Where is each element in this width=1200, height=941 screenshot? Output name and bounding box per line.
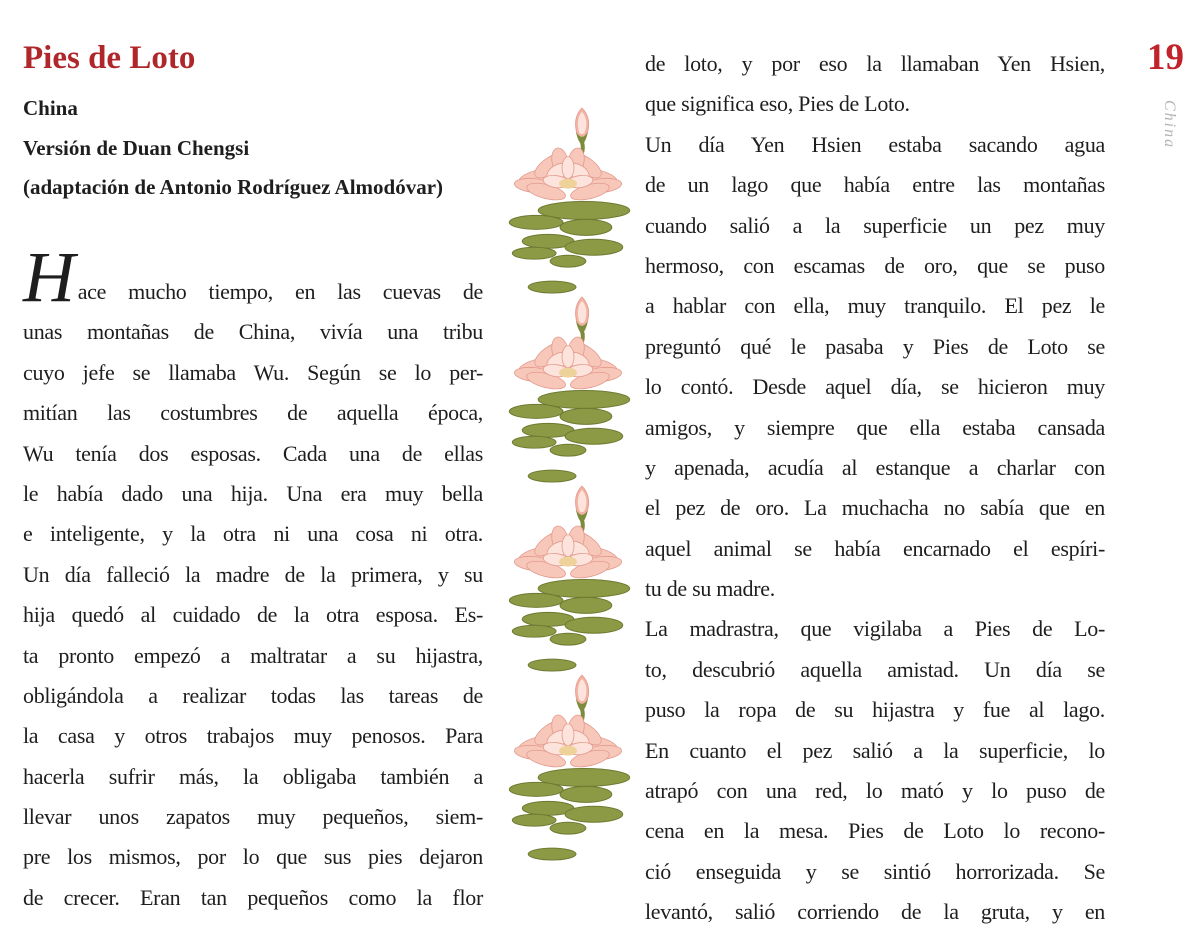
text-line: Un día Yen Hsien estaba sacando agua bbox=[645, 131, 1105, 157]
text-line: Hace mucho tiempo, en las cuevas de bbox=[23, 237, 483, 317]
story-header bbox=[23, 40, 503, 208]
text-line: unas montañas de China, vivía una tribu bbox=[23, 319, 483, 345]
text-line: atrapó con una red, lo mató y lo puso de bbox=[645, 778, 1105, 804]
text-line: de loto, y por eso la llamaban Yen Hsien, bbox=[645, 51, 1105, 76]
text-line: puso la ropa de su hijastra y fue al lago. bbox=[645, 697, 1105, 723]
text-line: amigos, y siempre que ella estaba cansada bbox=[645, 414, 1105, 440]
right-text-column bbox=[645, 44, 1105, 933]
text-line: preguntó qué le pasaba y Pies de Loto se bbox=[645, 333, 1105, 359]
text-line: levantó, salió corriendo de la gruta, y en bbox=[645, 899, 1105, 925]
text-line: aquel animal se había encarnado el espíri- bbox=[645, 535, 1105, 561]
lotus-motif bbox=[506, 106, 634, 295]
text-line: y apenada, acudía al estanque a charlar con bbox=[645, 454, 1105, 480]
text-line: le había dado una hija. Una era muy bella bbox=[23, 480, 483, 506]
text-line: En cuanto el pez salió a la superficie, lo bbox=[645, 737, 1105, 763]
text-line: hija quedó al cuidado de la otra esposa. Es- bbox=[23, 602, 483, 628]
text-line: mitían las costumbres de aquella época, bbox=[23, 400, 483, 426]
text-line: que significa eso, Pies de Loto. bbox=[645, 91, 910, 117]
lotus-illustration-strip bbox=[506, 106, 634, 862]
text-line: tu de su madre. bbox=[645, 576, 775, 602]
story-adaptation: (adaptación de Antonio Rodríguez Almodóvar) bbox=[23, 175, 444, 199]
text-line: a hablar con ella, muy tranquilo. El pez le bbox=[645, 293, 1105, 319]
text-line: ta pronto empezó a maltratar a su hijastra, bbox=[23, 642, 483, 668]
page-title: Pies de Loto bbox=[23, 40, 196, 76]
lotus-motif bbox=[506, 484, 634, 673]
text-line: hacerla sufrir más, la obligaba también a bbox=[23, 763, 483, 789]
text-line: de un lago que había entre las montañas bbox=[645, 172, 1105, 198]
lotus-motif bbox=[506, 673, 634, 862]
text-line: lo contó. Desde aquel día, se hicieron muy bbox=[645, 374, 1105, 400]
text-line: llevar unos zapatos muy pequeños, siem- bbox=[23, 804, 483, 830]
left-text-column bbox=[23, 237, 483, 918]
text-line: to, descubrió aquella amistad. Un día se bbox=[645, 656, 1105, 682]
text-line: hermoso, con escamas de oro, que se puso bbox=[645, 252, 1105, 278]
side-label-china: China bbox=[1161, 100, 1178, 150]
text-line: Un día falleció la madre de la primera, y su bbox=[23, 561, 483, 587]
text-line: obligándola a realizar todas las tareas de bbox=[23, 682, 483, 708]
text-line: La madrastra, que vigilaba a Pies de Lo- bbox=[645, 616, 1105, 642]
text-line: cuando salió a la superficie un pez muy bbox=[645, 212, 1105, 238]
story-version: Versión de Duan Chengsi bbox=[23, 135, 250, 160]
lotus-motif bbox=[506, 295, 634, 484]
text-line: Wu tenía dos esposas. Cada una de ellas bbox=[23, 440, 483, 466]
text-line: cuyo jefe se llamaba Wu. Según se lo per- bbox=[23, 359, 483, 385]
text-line: de crecer. Eran tan pequeños como la flor bbox=[23, 884, 483, 910]
story-country: China bbox=[23, 96, 78, 120]
text-line: pre los mismos, por lo que sus pies dejaron bbox=[23, 844, 483, 870]
drop-cap: H bbox=[23, 237, 75, 317]
text-line: el pez de oro. La muchacha no sabía que en bbox=[645, 495, 1105, 521]
text-line: ció enseguida y se sintió horrorizada. Se bbox=[645, 858, 1105, 884]
page-number: 19 bbox=[1147, 37, 1184, 78]
text-line: cena en la mesa. Pies de Loto lo recono- bbox=[645, 818, 1105, 844]
text-line: e inteligente, y la otra ni una cosa ni otra. bbox=[23, 521, 483, 547]
byline-block bbox=[23, 89, 503, 208]
text-line: la casa y otros trabajos muy penosos. Para bbox=[23, 723, 483, 749]
